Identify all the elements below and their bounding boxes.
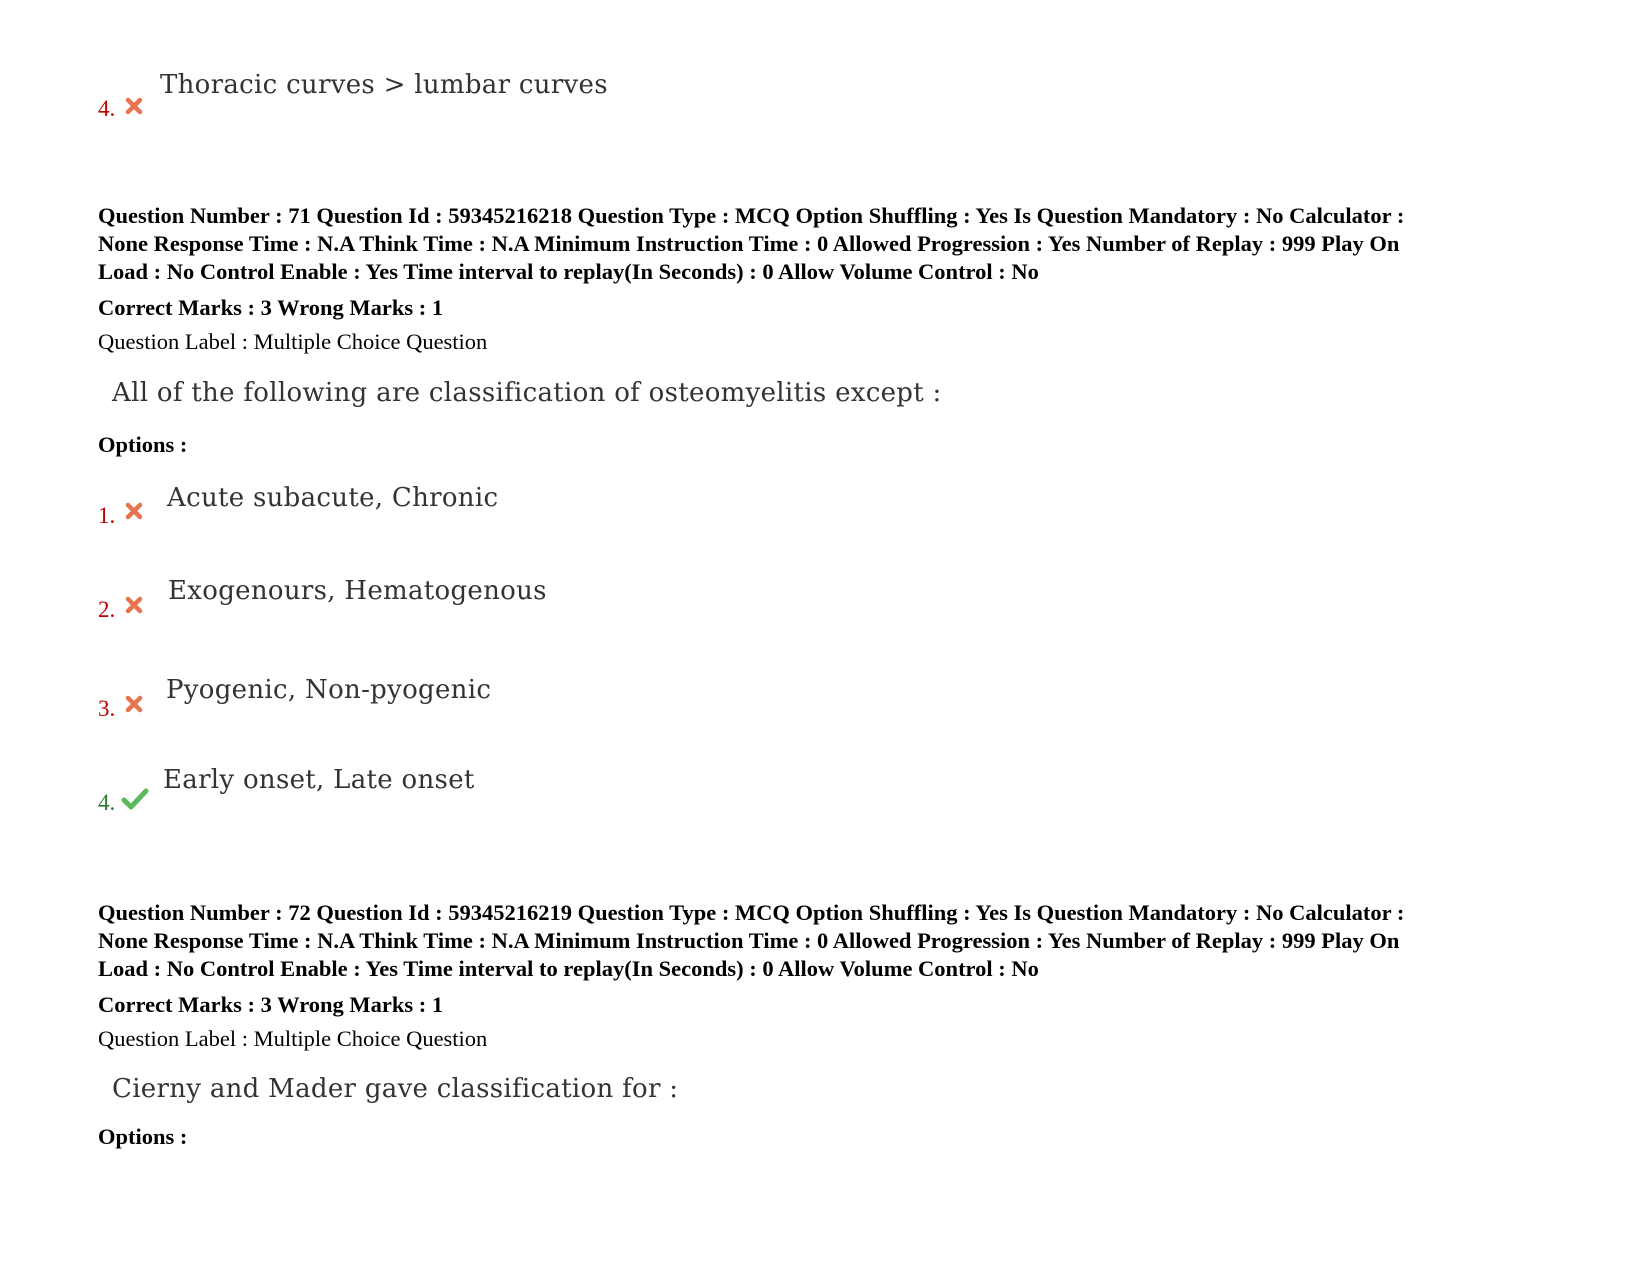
- option-number: 4.: [98, 96, 116, 121]
- check-icon: [121, 788, 149, 810]
- option-number: 3.: [98, 696, 116, 721]
- option-text: Acute subacute, Chronic: [167, 483, 499, 513]
- option-number: 1.: [98, 503, 116, 528]
- cross-icon: [124, 96, 144, 116]
- option-text: Pyogenic, Non-pyogenic: [166, 675, 492, 705]
- option-number: 4.: [98, 790, 116, 815]
- cross-icon: [124, 501, 144, 521]
- question-text: Cierny and Mader gave classification for :: [112, 1074, 679, 1104]
- option-text: Exogenours, Hematogenous: [168, 576, 547, 606]
- option-text: Early onset, Late onset: [163, 765, 475, 795]
- option-text: Thoracic curves > lumbar curves: [160, 70, 608, 100]
- options-heading: Options :: [98, 1124, 188, 1149]
- question-metadata: Question Number : 72 Question Id : 59345216219 Question Type : MCQ Option Shuffling : Yes Is Question Mandatory : No Calculator : None Response Time : N.A Think Time : N.A Minimum Instruction Time : 0 Allowed Progression : Yes Number of Replay : 999 Play On Load : No Control Enable : Yes Time interval to replay(In Seconds) : 0 Allow Volume Control : No: [98, 900, 1405, 981]
- marks-info: Correct Marks : 3 Wrong Marks : 1: [98, 992, 444, 1017]
- question-metadata: Question Number : 71 Question Id : 59345216218 Question Type : MCQ Option Shuffling : Yes Is Question Mandatory : No Calculator : None Response Time : N.A Think Time : N.A Minimum Instruction Time : 0 Allowed Progression : Yes Number of Replay : 999 Play On Load : No Control Enable : Yes Time interval to replay(In Seconds) : 0 Allow Volume Control : No: [98, 203, 1405, 284]
- cross-icon: [124, 595, 144, 615]
- question-label: Question Label : Multiple Choice Question: [98, 1026, 488, 1051]
- question-text: All of the following are classification of osteomyelitis except :: [112, 378, 942, 408]
- marks-info: Correct Marks : 3 Wrong Marks : 1: [98, 295, 444, 320]
- cross-icon: [124, 694, 144, 714]
- question-label: Question Label : Multiple Choice Question: [98, 329, 488, 354]
- option-number: 2.: [98, 597, 116, 622]
- options-heading: Options :: [98, 432, 188, 457]
